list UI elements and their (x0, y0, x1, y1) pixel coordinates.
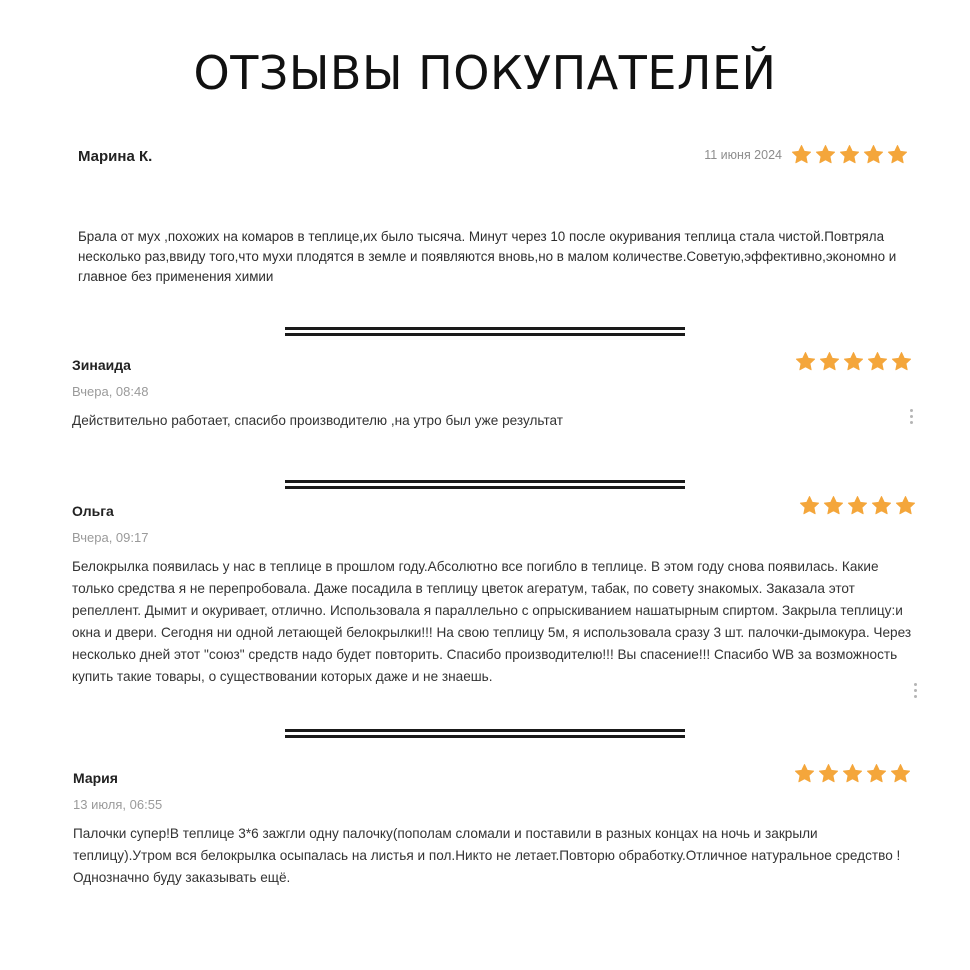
review-author: Ольга (72, 503, 114, 519)
star-icon (815, 144, 836, 165)
star-icon (871, 495, 892, 516)
star-icon (842, 763, 863, 784)
review-author: Зинаида (72, 357, 131, 373)
star-icon (866, 763, 887, 784)
review-text: Белокрылка появилась у нас в теплице в прошлом году.Абсолютно все погибло в теплице. В этом году снова появилась. Какие только средства я не перепробовала. Даже посадила в теплицу цветок агератум, табак, по совету знакомых. Заказала этот репеллент. Дымит и окуривает, отлично. Использовала я параллельно с опрыскиванием нашатырным спиртом. Закрыла теплицу:и окна и двери. Сегодня ни одной летающей белокрылки!!! На свою теплицу 5м, я использовала сразу 3 шт. палочки-дымокура. Через несколько дней этот "союз" средств надо будет повторить. Спасибо производителю!!! Вы спасение!!! Спасибо WB за возможность купить такие товары, о существовании которых даже и не знаешь. (72, 559, 912, 684)
page-title: ОТЗЫВЫ ПОКУПАТЕЛЕЙ (193, 46, 777, 100)
review-text: Палочки супер!В теплице 3*6 зажгли одну палочку(пополам сломали и поставили в разных концах на ночь и закрыли теплицу).Утром вся белокрылка осыпалась на листья и пол.Никто не летает.Повторю обработку.Отличное натуральное средство !Однозначно буду заказывать ещё. (73, 826, 901, 885)
star-icon (843, 351, 864, 372)
star-icon (847, 495, 868, 516)
review-card (72, 503, 918, 688)
review-card (72, 357, 918, 432)
review-date: 11 июня 2024 (704, 148, 782, 162)
star-icon (818, 763, 839, 784)
more-options-icon[interactable] (914, 683, 918, 698)
review-date: 13 июля, 06:55 (73, 797, 163, 812)
rating-stars (794, 763, 911, 784)
review-text: Действительно работает, спасибо производителю ,на утро был уже результат (72, 413, 563, 428)
star-icon (867, 351, 888, 372)
star-icon (794, 763, 815, 784)
star-icon (887, 144, 908, 165)
section-divider (285, 327, 685, 336)
section-divider (285, 480, 685, 489)
review-date: Вчера, 08:48 (72, 384, 149, 399)
star-icon (795, 351, 816, 372)
star-icon (890, 763, 911, 784)
review-date: Вчера, 09:17 (72, 530, 149, 545)
review-author: Марина К. (78, 148, 153, 165)
star-icon (823, 495, 844, 516)
star-icon (839, 144, 860, 165)
rating-stars (795, 351, 912, 372)
star-icon (895, 495, 916, 516)
review-text: Брала от мух ,похожих на комаров в теплице,их было тысяча. Минут через 10 после окуривания теплица стала чистой.Повтряла несколько раз,ввиду того,что мухи плодятся в земле и появляются вновь,но в малом количестве.Советую,эффективно,экономно и главное без применения химии (78, 229, 897, 284)
review-card (73, 770, 919, 889)
star-icon (819, 351, 840, 372)
rating-stars (791, 144, 908, 165)
star-icon (791, 144, 812, 165)
star-icon (799, 495, 820, 516)
section-divider (285, 729, 685, 738)
rating-stars (799, 495, 916, 516)
review-card (78, 148, 908, 287)
star-icon (863, 144, 884, 165)
more-options-icon[interactable] (910, 409, 914, 424)
review-author: Мария (73, 770, 118, 786)
star-icon (891, 351, 912, 372)
